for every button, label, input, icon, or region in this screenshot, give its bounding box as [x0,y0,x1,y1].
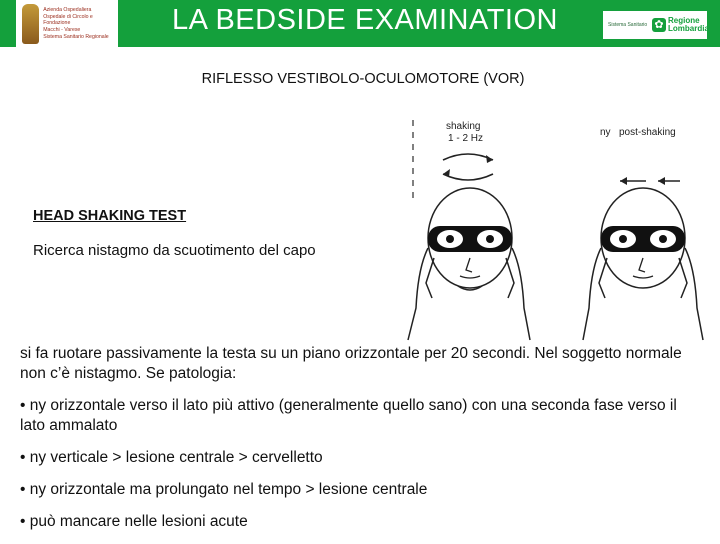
rose-icon: ✿ [652,18,666,32]
slide-subtitle: RIFLESSO VESTIBOLO-OCULOMOTORE (VOR) [201,71,525,87]
slide-title: LA BEDSIDE EXAMINATION [172,4,558,36]
sistema-sanitario-label: Sistema Sanitario [608,22,648,28]
bullet-item: • può mancare nelle lesioni acute [20,513,248,530]
head-shaking-illustration [398,108,710,342]
hospital-logo-text [43,7,118,40]
post-shaking-label: post-shaking [619,127,676,138]
arrow-left-icon [658,177,665,185]
left-goggles [428,226,512,252]
right-face [583,188,703,340]
faces-drawing [398,108,710,342]
arrow-left-icon [620,177,627,185]
shaking-label: shaking [446,121,481,132]
frequency-label: 1 - 2 Hz [448,133,484,144]
intro-paragraph: si fa ruotare passivamente la testa su un piano orizzontale per 20 secondi. Nel soggetto normale non c’è nistagmo. Se patologia: [20,345,682,382]
right-goggles [601,226,685,252]
shake-arrow-bottom-icon [443,174,493,180]
ny-label: ny [600,127,611,138]
left-face [408,188,530,340]
test-title: HEAD SHAKING TEST [33,208,187,224]
regione-logo [603,11,707,39]
logo-line: Azienda Ospedaliera [43,7,92,13]
shake-arrow-top-icon [443,154,493,160]
bullet-item: • ny orizzontale ma prolungato nel tempo > lesione centrale [20,481,428,498]
bullet-item: • ny orizzontale verso il lato più attivo (generalmente quello sano) con una seconda fase verso il lato ammalato [20,397,677,434]
logo-line: Ospedale di Circolo e Fondazione [43,14,93,26]
hospital-logo [16,0,118,47]
regione-mark [652,16,709,33]
logo-line: Macchi - Varese [43,27,81,33]
logo-line: Sistema Sanitario Regionale [43,34,109,40]
body-text [20,344,700,544]
test-description: Ricerca nistagmo da scuotimento del capo [33,242,316,259]
crest-icon [22,4,39,44]
bullet-item: • ny verticale > lesione centrale > cervelletto [20,449,323,466]
regione-label: Regione Lombardia [668,16,709,33]
